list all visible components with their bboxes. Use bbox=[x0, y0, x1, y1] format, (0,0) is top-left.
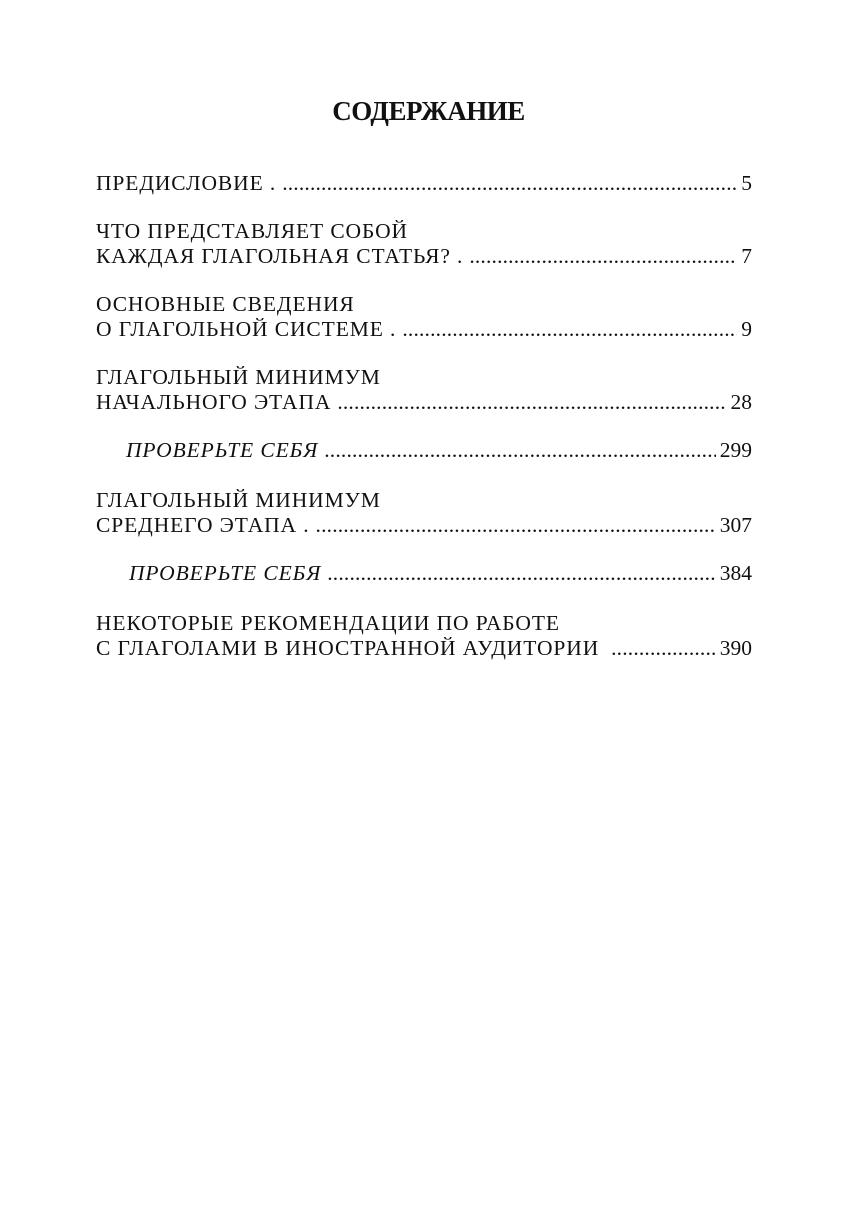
toc-page-number: 9 bbox=[741, 317, 752, 341]
toc-page-number: 390 bbox=[719, 636, 752, 660]
toc-entry-title: ПРЕДИСЛОВИЕ . bbox=[96, 171, 277, 195]
toc-page-number: 299 bbox=[719, 438, 752, 462]
toc-line bbox=[96, 171, 752, 196]
toc-entry-preface[interactable] bbox=[96, 171, 752, 196]
toc-entry-recommendations[interactable] bbox=[96, 611, 752, 661]
toc-entry-title: СРЕДНЕГО ЭТАПА . bbox=[96, 513, 310, 537]
dot-leader bbox=[402, 317, 737, 342]
dot-leader bbox=[337, 390, 726, 415]
toc-entry-title: ПРОВЕРЬТЕ СЕБЯ bbox=[129, 561, 322, 585]
toc-entry-verb-article[interactable] bbox=[96, 219, 752, 269]
toc-page-number: 384 bbox=[719, 561, 752, 585]
dot-leader bbox=[316, 513, 716, 538]
toc-line bbox=[96, 317, 752, 342]
toc-line bbox=[96, 488, 752, 513]
toc-entry-title: О ГЛАГОЛЬНОЙ СИСТЕМЕ . bbox=[96, 317, 397, 341]
toc-entry-title: ЧТО ПРЕДСТАВЛЯЕТ СОБОЙ bbox=[96, 219, 408, 243]
toc-page-number: 28 bbox=[730, 390, 752, 414]
toc-entry-title: С ГЛАГОЛАМИ В ИНОСТРАННОЙ АУДИТОРИИ bbox=[96, 636, 600, 660]
toc-entry-title: ПРОВЕРЬТЕ СЕБЯ bbox=[126, 438, 319, 462]
toc-line bbox=[96, 292, 752, 317]
toc-page-number: 307 bbox=[719, 513, 752, 537]
toc-entry-self-check-2[interactable] bbox=[96, 561, 752, 586]
toc-line bbox=[126, 438, 752, 463]
toc-entry-title: ГЛАГОЛЬНЫЙ МИНИМУМ bbox=[96, 488, 381, 512]
toc-entry-self-check-1[interactable] bbox=[96, 438, 752, 463]
table-of-contents bbox=[96, 171, 752, 684]
toc-line bbox=[96, 219, 752, 244]
toc-line bbox=[96, 365, 752, 390]
toc-line bbox=[96, 390, 752, 415]
toc-entry-title: КАЖДАЯ ГЛАГОЛЬНАЯ СТАТЬЯ? . bbox=[96, 244, 464, 268]
dot-leader bbox=[611, 636, 716, 661]
toc-entry-title: ОСНОВНЫЕ СВЕДЕНИЯ bbox=[96, 292, 355, 316]
toc-entry-basic-info[interactable] bbox=[96, 292, 752, 342]
toc-entry-title: ГЛАГОЛЬНЫЙ МИНИМУМ bbox=[96, 365, 381, 389]
toc-line bbox=[96, 513, 752, 538]
toc-line bbox=[96, 636, 752, 661]
toc-entry-middle-stage[interactable] bbox=[96, 488, 752, 538]
toc-line bbox=[96, 611, 752, 636]
toc-page-number: 5 bbox=[741, 171, 752, 195]
page-title: СОДЕРЖАНИЕ bbox=[332, 96, 525, 126]
dot-leader bbox=[324, 438, 716, 463]
toc-page-number: 7 bbox=[741, 244, 752, 268]
toc-line bbox=[96, 244, 752, 269]
toc-entry-initial-stage[interactable] bbox=[96, 365, 752, 415]
dot-leader bbox=[469, 244, 737, 269]
toc-entry-title: НЕКОТОРЫЕ РЕКОМЕНДАЦИИ ПО РАБОТЕ bbox=[96, 611, 560, 635]
toc-line bbox=[129, 561, 752, 586]
dot-leader bbox=[282, 171, 737, 196]
dot-leader bbox=[327, 561, 716, 586]
toc-entry-title: НАЧАЛЬНОГО ЭТАПА bbox=[96, 390, 332, 414]
